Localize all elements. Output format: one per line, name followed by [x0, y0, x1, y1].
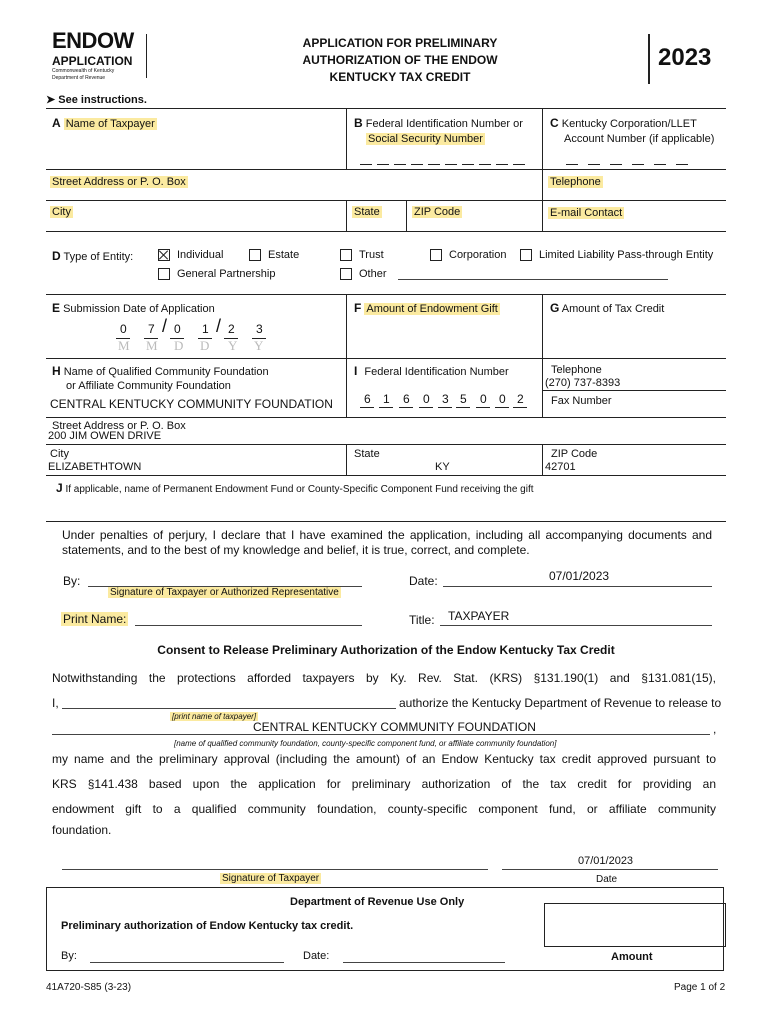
fein-digit-1: 6 [364, 392, 371, 406]
foundation-street-value[interactable]: 200 JIM OWEN DRIVE [48, 430, 162, 442]
taxpayer-street-field[interactable] [50, 190, 540, 198]
foundation-name-value[interactable]: CENTRAL KENTUCKY COMMUNITY FOUNDATION [50, 397, 333, 411]
form-year: 2023 [658, 44, 712, 71]
fein-ssn-field[interactable] [360, 150, 530, 166]
submission-date-field[interactable] [112, 316, 272, 356]
see-instructions: ➤ See instructions. [46, 94, 147, 106]
consent-line-4: KRS §141.438 based upon the application for preliminary authorization of the tax credit for providing an [52, 777, 716, 791]
print-name-label: Print Name: [63, 612, 127, 626]
consent-line-1: Notwithstanding the protections afforded taxpayers by Ky. Rev. Stat. (KRS) §131.190(1) and §131.081(15), [52, 671, 716, 685]
section-d-letter: D [52, 249, 61, 263]
taxpayer-city-label: City [52, 206, 71, 218]
llet-account-field[interactable] [566, 150, 696, 166]
ef-divider [346, 295, 347, 358]
consent-foundation-value: CENTRAL KENTUCKY COMMUNITY FOUNDATION [253, 720, 536, 734]
foundation-fein-label: Federal Identification Number [364, 366, 509, 378]
zip-divider [406, 201, 407, 231]
row-rule-2 [46, 200, 726, 201]
taxpayer-zip-label: ZIP Code [414, 206, 461, 218]
perjury-date-label: Date: [409, 574, 438, 588]
foundation-zip-value[interactable]: 42701 [545, 461, 576, 473]
consent-heading: Consent to Release Preliminary Authorization of the Endow Kentucky Tax Credit [157, 643, 615, 657]
section-a-label [52, 116, 157, 130]
section-b-label [354, 116, 523, 147]
taxpayer-telephone-label: Telephone [550, 176, 601, 188]
perjury-date-value: 07/01/2023 [549, 569, 610, 583]
submission-date-label: Submission Date of Application [63, 303, 215, 315]
hi-divider [346, 359, 347, 417]
tel-divider [542, 170, 543, 200]
other-checkbox[interactable] [340, 268, 352, 280]
consent-line-3: my name and the preliminary approval (including the amount) of an Endow Kentucky tax credit approved pursuant to [52, 752, 716, 766]
page-number: Page 1 of 2 [674, 982, 726, 993]
consent-date-value: 07/01/2023 [578, 855, 634, 867]
tax-credit-field[interactable] [556, 318, 722, 354]
section-g-letter: G [550, 301, 560, 315]
fein-digit-9: 2 [517, 392, 524, 406]
logo-divider [146, 34, 147, 78]
fein-label-1: Federal Identification Number or [365, 118, 523, 130]
dor-date-field[interactable] [343, 948, 505, 963]
ghost-y1: Y [228, 338, 238, 353]
signature-caption: Signature of Taxpayer or Authorized Representative [110, 587, 339, 598]
row-rule-8 [46, 475, 726, 476]
taxpayer-state-label: State [354, 206, 380, 218]
header-rule [46, 108, 726, 109]
perjury-by-label: By: [63, 574, 81, 588]
foundation-telephone-label: Telephone [551, 364, 602, 376]
state-divider [346, 201, 347, 231]
fein-digit-6: 5 [460, 392, 467, 406]
date-digit-y1: 2 [228, 322, 235, 336]
endowment-gift-label: Amount of Endowment Gift [366, 303, 498, 315]
endow-logo [52, 30, 148, 82]
llet-label-2: Account Number (if applicable) [564, 133, 715, 145]
ghost-d1: D [174, 338, 184, 353]
consent-date-caption: Date [596, 874, 618, 885]
general-partnership-label: General Partnership [177, 268, 276, 280]
consent-taxpayer-name-field[interactable] [62, 694, 396, 709]
consent-line-5: endowment gift to a qualified community foundation, county-specific component fund, or affiliate community [52, 802, 716, 816]
bc-divider [542, 109, 543, 169]
trust-checkbox[interactable] [340, 249, 352, 261]
ghost-y2: Y [254, 338, 264, 353]
form-number: 41A720-S85 (3-23) [46, 982, 132, 993]
section-h-label [52, 364, 269, 393]
consent-line-6: foundation. [52, 823, 112, 837]
date-slash-1: / [162, 316, 168, 336]
section-b-letter: B [354, 116, 363, 130]
consent-line-2-tail: authorize the Kentucky Department of Revenue to release to [399, 696, 722, 710]
i-tel-divider [542, 359, 543, 417]
consent-comma: , [713, 722, 717, 736]
fg-divider [542, 295, 543, 358]
form-title [270, 35, 530, 86]
dor-amount-label: Amount [611, 951, 653, 963]
date-digit-m1: 0 [120, 322, 127, 336]
row-rule-3 [46, 231, 726, 232]
fein-digit-4: 0 [423, 392, 430, 406]
form-title-line2: AUTHORIZATION OF THE ENDOW [302, 53, 498, 67]
section-f-letter: F [354, 301, 362, 315]
taxpayer-email-label: E-mail Contact [550, 207, 623, 219]
section-a-letter: A [52, 116, 61, 130]
f-zip-divider [542, 445, 543, 475]
date-digit-d1: 0 [174, 322, 181, 336]
foundation-telephone-value[interactable]: (270) 737-8393 [545, 377, 621, 389]
dor-date-label: Date: [303, 950, 330, 962]
tel-fax-rule [543, 390, 726, 391]
endowment-fund-field[interactable] [60, 495, 720, 519]
section-e-label [52, 301, 215, 315]
logo-line1: Commonwealth of Kentucky [52, 68, 115, 74]
form-title-line3: KENTUCKY TAX CREDIT [329, 70, 471, 84]
ghost-m2: M [146, 338, 158, 353]
llp-checkbox[interactable] [520, 249, 532, 261]
row-rule-7 [46, 444, 726, 445]
taxpayer-street-label: Street Address or P. O. Box [52, 176, 186, 188]
individual-checkbox[interactable] [158, 249, 170, 261]
foundation-city-label: City [50, 448, 69, 460]
form-title-line1: APPLICATION FOR PRELIMINARY [302, 36, 498, 50]
date-digit-m2: 7 [148, 322, 155, 336]
foundation-street-label: Street Address or P. O. Box [52, 420, 186, 432]
endowment-gift-field[interactable] [360, 318, 536, 354]
llp-label: Limited Liability Pass-through Entity [539, 249, 714, 261]
print-name-caption: [print name of taxpayer] [172, 712, 257, 721]
general-partnership-checkbox[interactable] [158, 268, 170, 280]
row-rule-4 [46, 294, 726, 295]
corporation-checkbox[interactable] [430, 249, 442, 261]
section-h-letter: H [52, 364, 61, 378]
section-i-label [354, 364, 509, 378]
logo-line2: Department of Revenue [52, 75, 106, 81]
fein-label-2: Social Security Number [368, 133, 483, 145]
corporation-label: Corporation [449, 249, 507, 261]
section-f-label [354, 301, 500, 315]
date-digit-y2: 3 [256, 322, 263, 336]
consent-signature-caption: Signature of Taxpayer [222, 873, 320, 884]
dor-by-label: By: [61, 950, 77, 962]
date-slash-2: / [216, 316, 222, 336]
tax-credit-label: Amount of Tax Credit [561, 303, 665, 315]
section-i-letter: I [354, 364, 358, 378]
row-rule-6 [46, 417, 726, 418]
dor-amount-field[interactable] [544, 903, 726, 947]
consent-i-label: I, [52, 696, 59, 710]
foundation-city-value[interactable]: ELIZABETHTOWN [48, 461, 142, 473]
row-rule-1 [46, 169, 726, 170]
other-label: Other [359, 268, 387, 280]
section-c-letter: C [550, 116, 559, 130]
trust-label: Trust [359, 249, 384, 261]
section-d-label [52, 249, 133, 263]
fein-digit-7: 0 [480, 392, 487, 406]
entity-type-label: Type of Entity: [63, 251, 134, 263]
foundation-fax-label: Fax Number [551, 395, 612, 407]
f-state-divider [346, 445, 347, 475]
foundation-zip-label: ZIP Code [551, 448, 598, 460]
year-divider [648, 34, 650, 84]
consent-signature-field[interactable] [62, 855, 488, 870]
fein-digit-8: 0 [499, 392, 506, 406]
perjury-line-2: statements, and to the best of my knowledge and belief, it is true, correct, and complete. [62, 543, 530, 557]
dor-heading: Department of Revenue Use Only [290, 896, 465, 908]
ghost-m1: M [118, 338, 130, 353]
section-g-label [550, 301, 664, 315]
foundation-name-label-1: Name of Qualified Community Foundation [63, 366, 269, 378]
section-e-letter: E [52, 301, 61, 315]
foundation-caption: [name of qualified community foundation, county-specific component fund, or affiliate community foundation] [174, 739, 557, 748]
title-label: Title: [409, 613, 435, 627]
date-digit-d2: 1 [202, 322, 209, 336]
taxpayer-signature-field[interactable] [88, 572, 362, 587]
perjury-statement [62, 528, 712, 558]
ab-divider [346, 109, 347, 169]
foundation-name-label-2: or Affiliate Community Foundation [66, 380, 231, 392]
section-c-label [550, 116, 714, 147]
taxpayer-name-field[interactable] [60, 132, 340, 166]
fein-digit-5: 3 [442, 392, 449, 406]
dor-by-field[interactable] [90, 948, 284, 963]
row-rule-5 [46, 358, 726, 359]
row-rule-9 [46, 521, 726, 522]
fein-digit-2: 1 [383, 392, 390, 406]
foundation-state-label: State [354, 448, 380, 460]
title-value: TAXPAYER [448, 609, 510, 623]
endowment-fund-label: If applicable, name of Permanent Endowment Fund or County-Specific Component Fund receiving the gift [65, 484, 534, 495]
llet-label-1: Kentucky Corporation/LLET [561, 118, 697, 130]
estate-label: Estate [268, 249, 300, 261]
dor-line: Preliminary authorization of Endow Kentucky tax credit. [61, 920, 354, 932]
fein-digit-3: 6 [403, 392, 410, 406]
foundation-state-value[interactable]: KY [435, 461, 450, 473]
taxpayer-name-label: Name of Taxpayer [65, 118, 155, 130]
foundation-fein-field[interactable] [360, 392, 536, 412]
section-j-label [56, 481, 534, 495]
estate-checkbox[interactable] [249, 249, 261, 261]
individual-label: Individual [177, 249, 224, 261]
ghost-d2: D [200, 338, 210, 353]
perjury-line-1: Under penalties of perjury, I declare that I have examined the application, including all accompanying documents and [62, 528, 712, 542]
print-name-field[interactable] [135, 611, 362, 626]
section-j-letter: J [56, 481, 63, 495]
other-entity-input[interactable] [398, 266, 668, 280]
email-divider [542, 201, 543, 231]
logo-subtitle: APPLICATION [52, 54, 133, 68]
logo-title: ENDOW [52, 28, 134, 53]
